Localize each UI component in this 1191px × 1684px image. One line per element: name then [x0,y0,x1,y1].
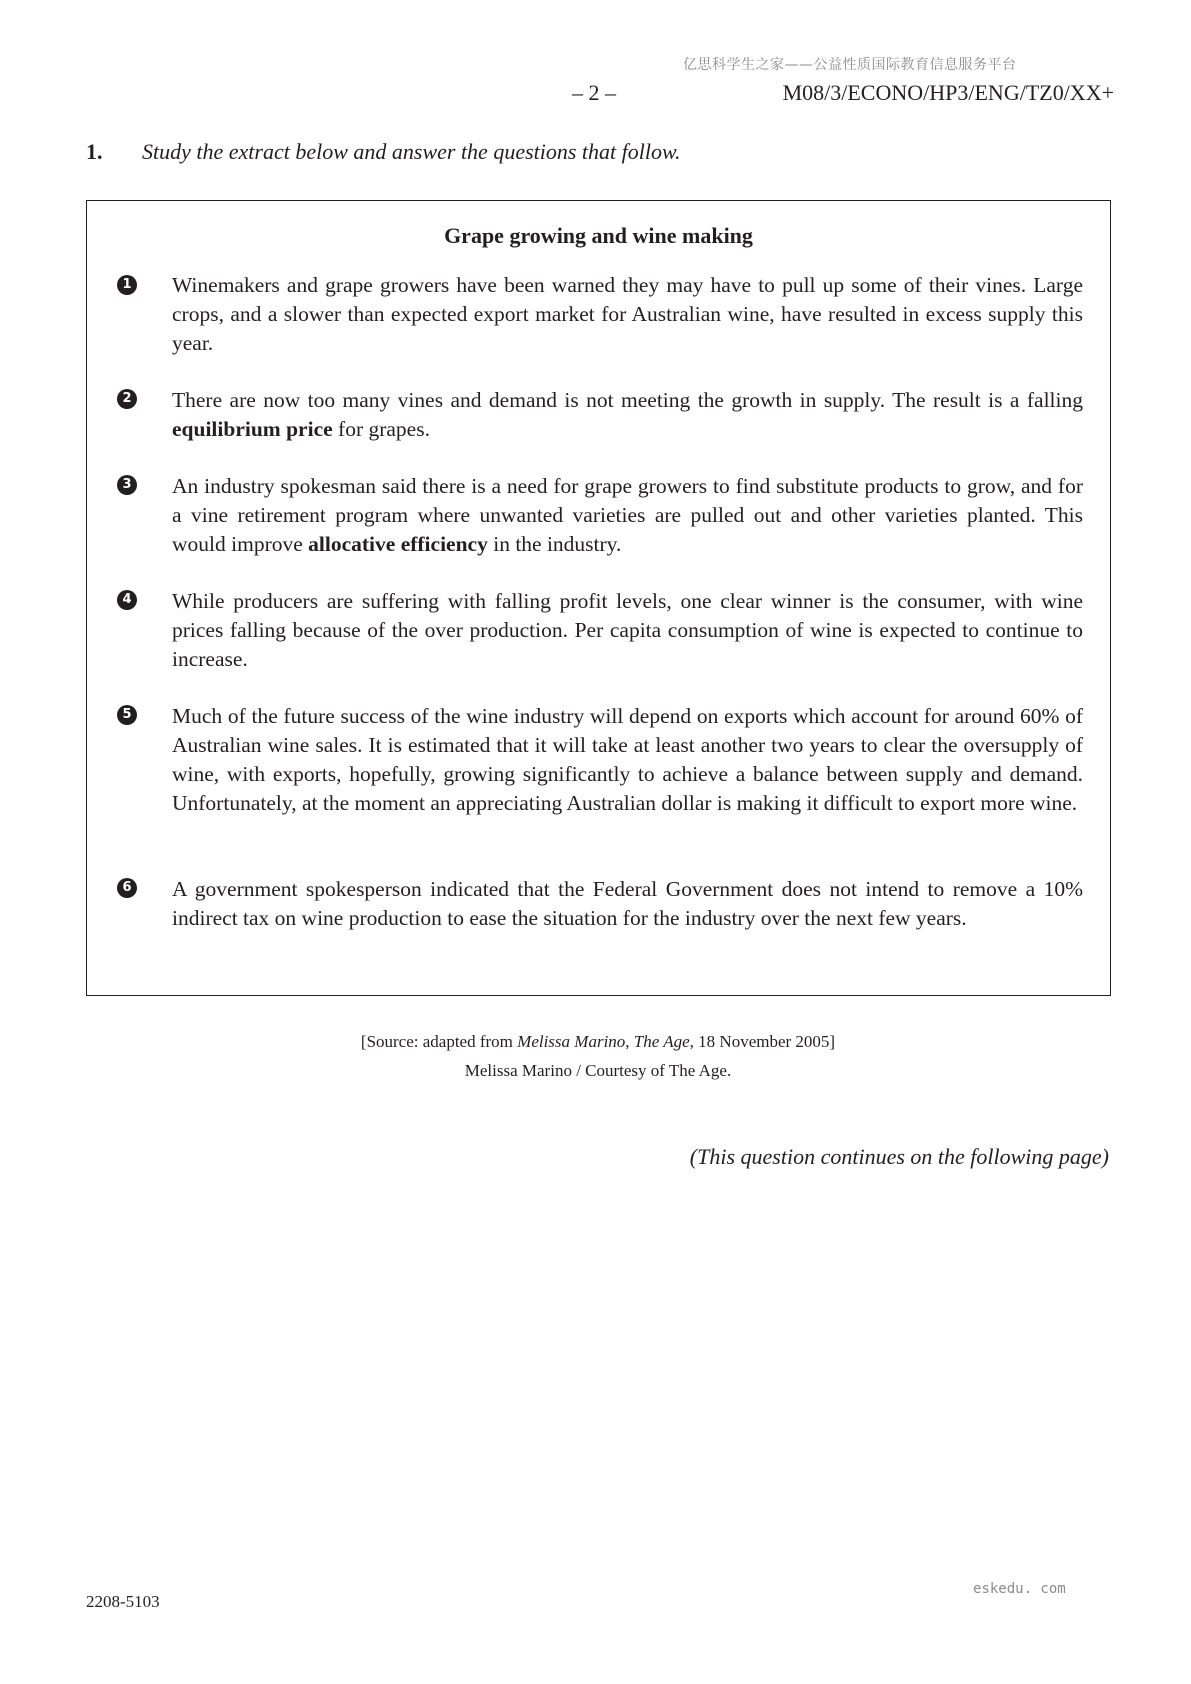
source-author-publication: Melissa Marino, The Age [517,1032,690,1051]
paper-code: M08/3/ECONO/HP3/ENG/TZ0/XX+ [782,80,1114,105]
paragraph-text: in the industry. [487,532,622,556]
paragraph-marker-3: 3 [117,475,137,495]
extract-title: Grape growing and wine making [444,223,753,248]
source-prefix: [Source: adapted from [360,1032,518,1051]
paragraph-text: Much of the future success of the wine industry will depend on exports which account for around 60% of Australian wine sales. It is estimated that it will take at least another two years to clear the oversupply of wine, with exports, hopefully, growing significantly to achieve a balance between supply and demand. Unfortunately, at the moment an appreciating Australian dollar is making it difficult to export more wine. [172,704,1083,815]
paragraph-marker-4: 4 [117,590,137,610]
source-suffix: , 18 November 2005] [689,1032,836,1051]
paragraph-marker-1: 1 [117,275,137,295]
extract-paragraph-6 [172,875,1083,933]
paragraph-text: While producers are suffering with falling profit levels, one clear winner is the consumer, with wine prices falling because of the over production. Per capita consumption of wine is expected to continue to increase. [172,589,1083,671]
extract-paragraph-2 [172,386,1083,444]
paragraph-marker-6: 6 [117,878,137,898]
paragraph-text: A government spokesperson indicated that the Federal Government does not intend to remove a 10% indirect tax on wine production to ease the situation for the industry over the next few years. [172,877,1083,930]
page-number: – 2 – [572,80,616,105]
key-term-allocative-efficiency: allocative efficiency [308,532,488,556]
source-courtesy: Melissa Marino / Courtesy of The Age. [464,1061,732,1080]
watermark-bottom: eskedu. com [973,1581,1066,1597]
paragraph-marker-5: 5 [117,705,137,725]
question-number: 1. [86,139,103,164]
extract-paragraph-3 [172,472,1083,559]
watermark-top: 亿思科学生之家——公益性质国际教育信息服务平台 [683,57,1017,73]
question-instruction: Study the extract below and answer the questions that follow. [142,139,681,164]
paragraph-text: for grapes. [332,417,430,441]
extract-paragraph-1 [172,271,1083,358]
continues-note: (This question continues on the following page) [689,1144,1109,1169]
source-citation [0,1032,1191,1052]
paragraph-marker-2: 2 [117,389,137,409]
paragraph-text: There are now too many vines and demand is not meeting the growth in supply. The result is a falling [172,388,1083,412]
footer-code: 2208-5103 [86,1592,160,1611]
extract-paragraph-4 [172,587,1083,674]
extract-box [86,200,1111,996]
key-term-equilibrium-price: equilibrium price [172,417,333,441]
extract-paragraph-5 [172,702,1083,818]
paragraph-text: Winemakers and grape growers have been warned they may have to pull up some of their vines. Large crops, and a slower than expected export market for Australian wine, have resulted in excess supply this year. [172,273,1083,355]
paragraph-text: An industry spokesman said there is a need for grape growers to find substitute products to grow, and for a vine retirement program where unwanted varieties are pulled out and other varieties planted. This would improve [172,474,1083,556]
